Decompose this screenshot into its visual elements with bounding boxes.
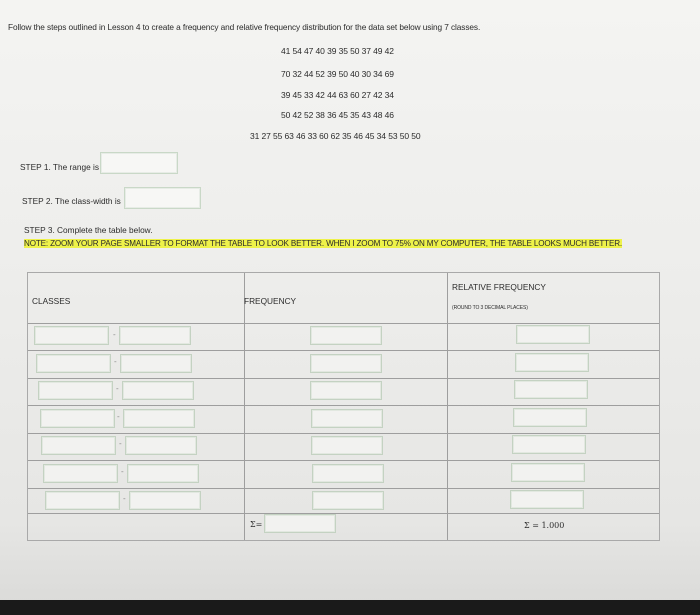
- relative-frequency-input[interactable]: [515, 353, 589, 372]
- frequency-sum-input[interactable]: [264, 514, 336, 533]
- relative-frequency-input[interactable]: [513, 408, 587, 427]
- row-divider: [28, 513, 659, 514]
- relative-frequency-input[interactable]: [510, 490, 584, 509]
- header-frequency: FREQUENCY: [244, 296, 297, 306]
- range-input[interactable]: [100, 152, 178, 174]
- row-divider: [28, 460, 659, 461]
- class-lower-limit-input[interactable]: [45, 491, 120, 510]
- step1-label: STEP 1. The range is: [20, 162, 100, 172]
- row-divider: [28, 433, 659, 434]
- step3-label: STEP 3. Complete the table below.: [24, 225, 153, 235]
- data-line-3: 39 45 33 42 44 63 60 27 42 34: [281, 90, 394, 100]
- row-divider: [28, 350, 659, 351]
- frequency-input[interactable]: [312, 464, 384, 483]
- row-divider: [28, 405, 659, 406]
- class-upper-limit-input[interactable]: [120, 354, 192, 373]
- class-upper-limit-input[interactable]: [123, 409, 195, 428]
- class-lower-limit-input[interactable]: [38, 381, 113, 400]
- data-line-4: 50 42 52 38 36 45 35 43 48 46: [281, 110, 394, 120]
- instructions-text: Follow the steps outlined in Lesson 4 to create a frequency and relative frequency distribution for the data set below using 7 classes.: [8, 22, 481, 32]
- class-separator: -: [123, 494, 126, 503]
- class-upper-limit-input[interactable]: [129, 491, 201, 510]
- relative-frequency-input[interactable]: [511, 463, 585, 482]
- class-upper-limit-input[interactable]: [119, 326, 191, 345]
- class-lower-limit-input[interactable]: [36, 354, 111, 373]
- frequency-table: [27, 272, 660, 541]
- frequency-input[interactable]: [310, 326, 382, 345]
- frequency-input[interactable]: [310, 354, 382, 373]
- row-divider: [28, 323, 659, 324]
- class-lower-limit-input[interactable]: [34, 326, 109, 345]
- header-relative-frequency: RELATIVE FREQUENCY: [452, 282, 546, 292]
- class-separator: -: [113, 330, 116, 339]
- bottom-bezel: [0, 600, 700, 615]
- class-upper-limit-input[interactable]: [125, 436, 197, 455]
- class-lower-limit-input[interactable]: [40, 409, 115, 428]
- column-divider: [447, 273, 448, 540]
- class-upper-limit-input[interactable]: [122, 381, 194, 400]
- row-divider: [28, 488, 659, 489]
- frequency-input[interactable]: [311, 409, 383, 428]
- class-separator: -: [116, 384, 119, 393]
- class-separator: -: [114, 357, 117, 366]
- frequency-sum-label: Σ=: [250, 520, 263, 529]
- zoom-note: NOTE: ZOOM YOUR PAGE SMALLER TO FORMAT THE TABLE TO LOOK BETTER. WHEN I ZOOM TO 75% ON MY COMPUTER, THE TABLE LOOKS MUCH BETTER.: [24, 239, 622, 248]
- frequency-input[interactable]: [310, 381, 382, 400]
- relative-frequency-input[interactable]: [512, 435, 586, 454]
- frequency-input[interactable]: [312, 491, 384, 510]
- column-divider: [244, 273, 245, 540]
- header-relative-subnote: (ROUND TO 3 DECIMAL PLACES): [452, 305, 528, 311]
- row-divider: [28, 378, 659, 379]
- class-width-input[interactable]: [124, 187, 201, 209]
- relative-frequency-input[interactable]: [516, 325, 590, 344]
- class-lower-limit-input[interactable]: [41, 436, 116, 455]
- class-separator: -: [117, 412, 120, 421]
- class-separator: -: [121, 467, 124, 476]
- step2-label: STEP 2. The class-width is: [22, 196, 121, 206]
- relative-frequency-sum: Σ = 1.000: [524, 521, 565, 530]
- data-line-5: 31 27 55 63 46 33 60 62 35 46 45 34 53 50 50: [250, 131, 421, 141]
- data-line-2: 70 32 44 52 39 50 40 30 34 69: [281, 69, 394, 79]
- frequency-input[interactable]: [311, 436, 383, 455]
- relative-frequency-input[interactable]: [514, 380, 588, 399]
- class-upper-limit-input[interactable]: [127, 464, 199, 483]
- class-separator: -: [119, 439, 122, 448]
- class-lower-limit-input[interactable]: [43, 464, 118, 483]
- header-classes: CLASSES: [32, 296, 71, 306]
- data-line-1: 41 54 47 40 39 35 50 37 49 42: [281, 46, 394, 56]
